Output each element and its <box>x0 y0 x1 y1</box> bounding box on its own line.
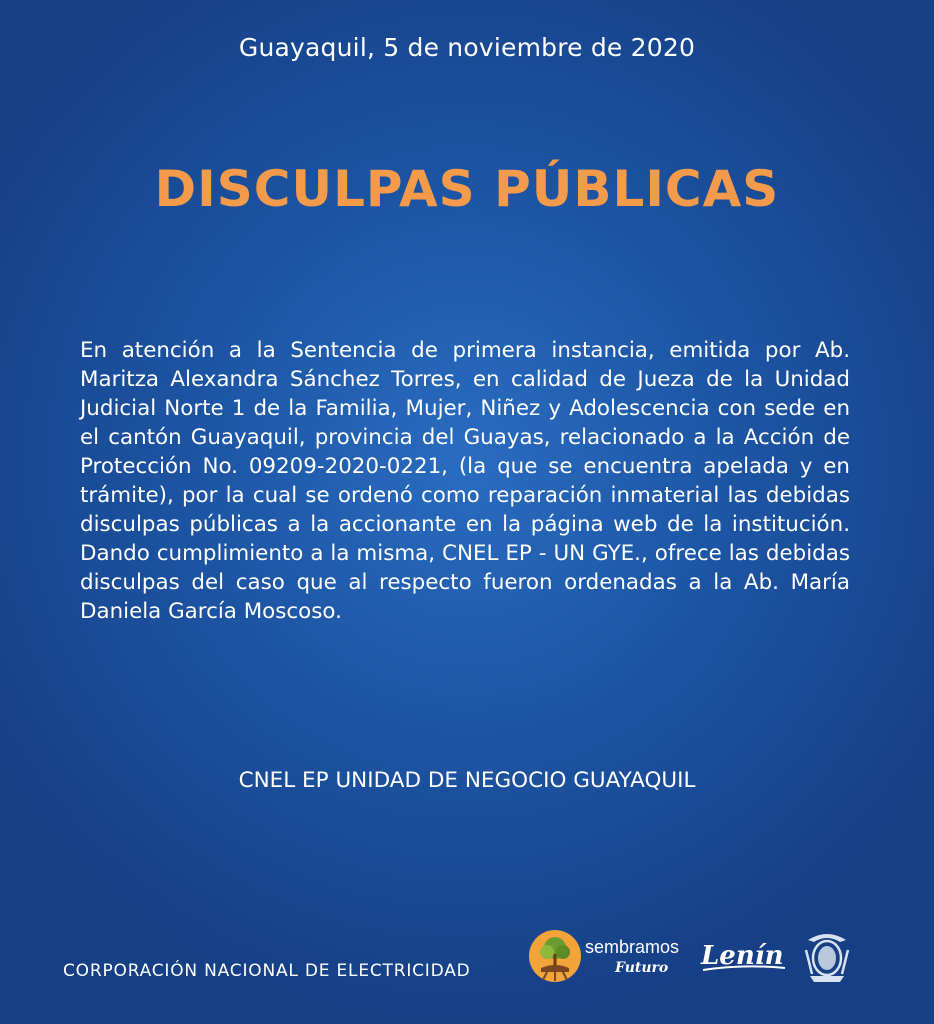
sembramos-futuro-logo <box>527 928 687 984</box>
corporation-name: CORPORACIÓN NACIONAL DE ELECTRICIDAD <box>63 961 471 981</box>
date-line: Guayaquil, 5 de noviembre de 2020 <box>238 33 696 62</box>
signature-line: CNEL EP UNIDAD DE NEGOCIO GUAYAQUIL <box>238 768 696 793</box>
apology-paragraph: En atención a la Sentencia de primera instancia, emitida por Ab. Maritza Alexandra Sánchez Torres, en calidad de Jueza de la Unidad Judicial Norte 1 de la Familia, Mujer, Niñez y Adolescencia con sede en el cantón Guayaquil, provincia del Guayas, relacionado a la Acción de Protección No. 09209-2020-0221, (la que se encuentra apelada y en trámite), por la cual se ordenó como reparación inmaterial las debidas disculpas públicas a la accionante en la página web de la institución. Dando cumplimiento a la misma, CNEL EP - UN GYE., ofrece las debidas disculpas del caso que al respecto fueron ordenadas a la Ab. María Daniela García Moscoso. <box>80 338 850 624</box>
coat-of-arms-icon <box>800 928 854 984</box>
sembramos-text: sembramos <box>585 937 680 957</box>
page-title: DISCULPAS PÚBLICAS <box>154 160 780 218</box>
futuro-text: Futuro <box>615 960 669 976</box>
lenin-logo <box>697 932 789 980</box>
lenin-text: Lenín <box>701 941 784 971</box>
